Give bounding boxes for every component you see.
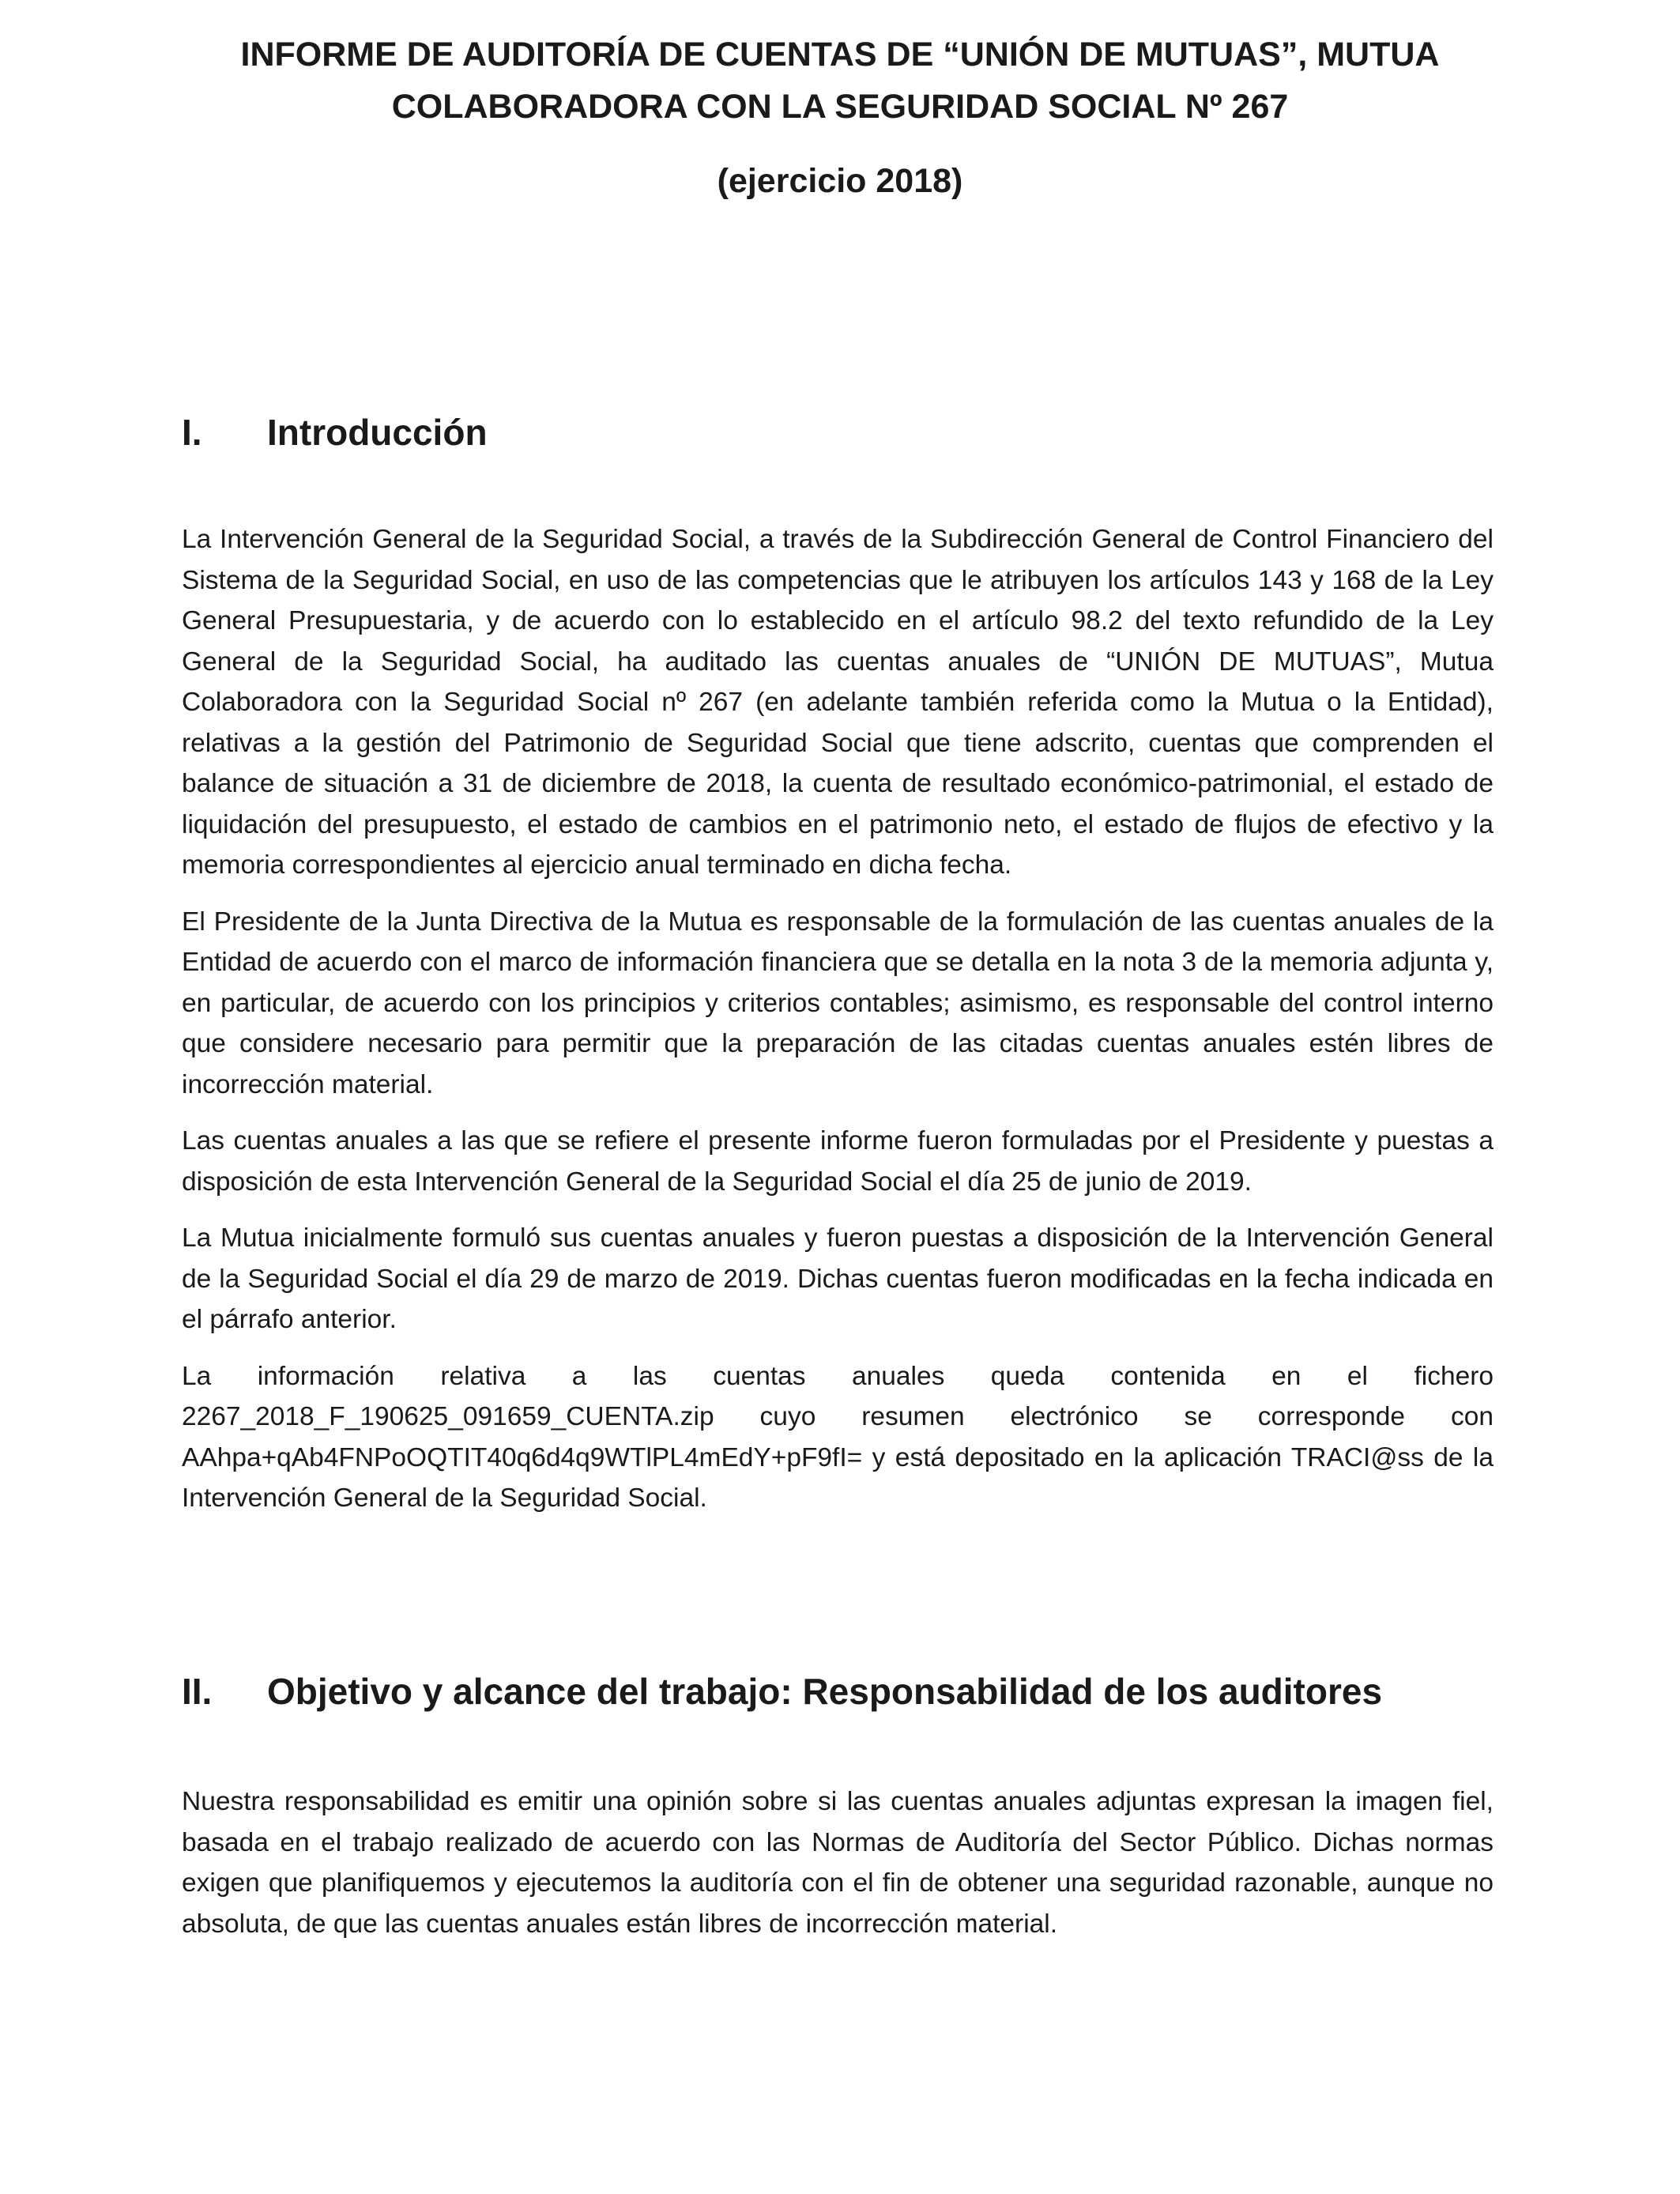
report-title: INFORME DE AUDITORÍA DE CUENTAS DE “UNIÓN DE MUTUAS”, MUTUA COLABORADORA CON LA SEGURIDAD SOCIAL Nº 267: [240, 36, 1440, 126]
paragraph: Las cuentas anuales a las que se refiere el presente informe fueron formuladas por el Presidente y puestas a disposición de esta Intervención General de la Seguridad Social el día 25 de junio de 2019.: [182, 1126, 1494, 1197]
paragraph: Nuestra responsabilidad es emitir una opinión sobre si las cuentas anuales adjuntas expresan la imagen fiel, basada en el trabajo realizado de acuerdo con las Normas de Auditoría del Sector Público. Dichas normas exigen que planifiquemos y ejecutemos la auditoría con el fin de obtener una seguridad razonable, aunque no absoluta, de que las cuentas anuales están libres de incorrección material.: [182, 1787, 1494, 1939]
paragraph: El Presidente de la Junta Directiva de la Mutua es responsable de la formulación de las cuentas anuales de la Entidad de acuerdo con el marco de información financiera que se detalla en la nota 3 de la memoria adjunta y, en particular, de acuerdo con los principios y criterios contables; asimismo, es responsable del control interno que considere necesario para permitir que la preparación de las citadas cuentas anuales estén libres de incorrección material.: [182, 907, 1494, 1099]
section-number: II.: [182, 1671, 213, 1712]
section-title: Objetivo y alcance del trabajo: Responsabilidad de los auditores: [267, 1671, 1383, 1712]
report-subtitle: (ejercicio 2018): [717, 162, 963, 200]
section-heading-objetivo: [182, 1668, 1382, 1715]
section-body-introduccion: [182, 519, 1494, 1535]
paragraph: La información relativa a las cuentas anuales queda contenida en el fichero 2267_2018_F_190625_091659_CUENTA.zip cuyo resumen electrónico se corresponde con AAhpa+qAb4FNPoOQTIT40q6d4q9WTlPL4mEdY+pF9fI= y está depositado en la aplicación TRACI@ss de la Intervención General de la Seguridad Social.: [182, 1361, 1494, 1513]
section-heading-introduccion: [182, 409, 488, 456]
section-body-objetivo: [182, 1781, 1494, 1960]
paragraph: La Intervención General de la Seguridad Social, a través de la Subdirección General de Control Financiero del Sistema de la Seguridad Social, en uso de las competencias que le atribuyen los artículos 143 y 168 de la Ley General Presupuestaria, y de acuerdo con lo establecido en el artículo 98.2 del texto refundido de la Ley General de la Seguridad Social, ha auditado las cuentas anuales de “UNIÓN DE MUTUAS”, Mutua Colaboradora con la Seguridad Social nº 267 (en adelante también referida como la Mutua o la Entidad), relativas a la gestión del Patrimonio de Seguridad Social que tiene adscrito, cuentas que comprenden el balance de situación a 31 de diciembre de 2018, la cuenta de resultado económico-patrimonial, el estado de liquidación del presupuesto, el estado de cambios en el patrimonio neto, el estado de flujos de efectivo y la memoria correspondientes al ejercicio anual terminado en dicha fecha.: [182, 525, 1494, 880]
section-number: I.: [182, 412, 202, 453]
paragraph: La Mutua inicialmente formuló sus cuentas anuales y fueron puestas a disposición de la Intervención General de la Seguridad Social el día 29 de marzo de 2019. Dichas cuentas fueron modificadas en la fecha indicada en el párrafo anterior.: [182, 1223, 1494, 1334]
section-title: Introducción: [267, 412, 488, 453]
